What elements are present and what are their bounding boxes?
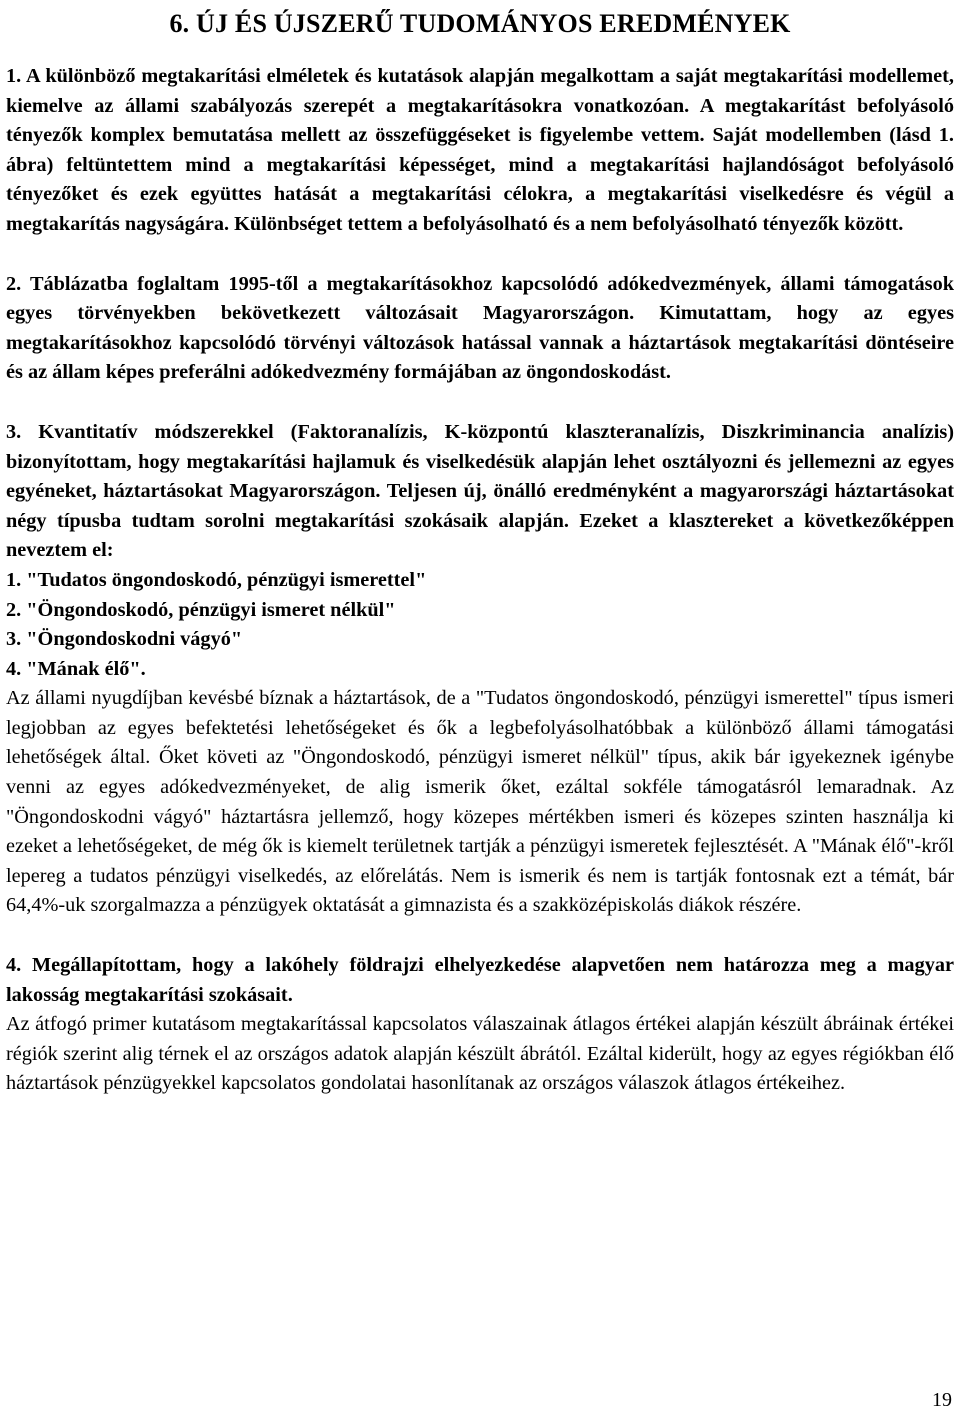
result-1-paragraph: 1. A különböző megtakarítási elméletek és kutatások alapján megalkottam a saját megtakarítási modellemet, kiemelve az állami szabályozás szerepét a megtakarításokra vonatkozóan. A megtakarítást befolyásoló tényezők komplex bemutatása mellett az összefüggéseket is figyelembe vettem. Saját modellemben (lásd 1. ábra) feltüntettem mind a megtakarítási képességet, mind a megtakarítási hajlandóságot befolyásoló tényezőket és ezek együttes hatását a megtakarítási célokra, a megtakarítási viselkedésre és végül a megtakarítás nagyságára. Különbséget tettem a befolyásolható és a nem befolyásolható tényezők között. bbox=[6, 65, 954, 235]
section-heading: 6. ÚJ ÉS ÚJSZERŰ TUDOMÁNYOS EREDMÉNYEK bbox=[169, 9, 791, 38]
cluster-list bbox=[6, 566, 954, 684]
result-4-paragraph: 4. Megállapítottam, hogy a lakóhely földrajzi elhelyezkedése alapvetően nem határozza meg a magyar lakosság megtakarítási szokásait. bbox=[6, 954, 954, 1006]
spacer bbox=[6, 240, 954, 270]
spacer bbox=[6, 921, 954, 951]
cluster-item: 4. "Mának élő". bbox=[6, 657, 146, 680]
result-3-explanation: Az állami nyugdíjban kevésbé bíznak a háztartások, de a "Tudatos öngondoskodó, pénzügyi ismerettel" típus ismeri legjobban az egyes befektetési lehetőségeket és ők a legbefolyásolhatóbbak a különböző állami támogatási lehetőségek által. Őket követi az "Öngondoskodó, pénzügyi ismeret nélkül" típus, akik bár igyekeznek igénybe venni az egyes adókedvezményeket, de alig ismerik őket, ezáltal sokféle támogatásról lemaradnak. Az "Öngondoskodni vágyó" háztartásra jellemző, hogy közepes mértékben ismeri és közepes szinten használja ki ezeket a lehetőségeket, de még ők is kiemelt területnek tartják a pénzügyi ismeretek fejlesztését. A "Mának élő"-kről lepereg a tudatos pénzügyi viselkedés, az előrelátás. Nem is ismerik és nem is tartják fontosnak ezt a témát, bár 64,4%-uk szorgalmazza a pénzügyek oktatását a gimnazista és a szakközépiskolás diákok részére. bbox=[6, 687, 954, 917]
result-3-paragraph: 3. Kvantitatív módszerekkel (Faktoranalízis, K-központú klaszteranalízis, Diszkriminancia analízis) bizonyítottam, hogy megtakarítási hajlamuk és viselkedésük alapján lehet osztályozni és jellemezni az egyes egyéneket, háztartásokat Magyarországon. Teljesen új, önálló eredményként a magyarországi háztartásokat négy típusba tudtam sorolni megtakarítási szokásaik alapján. Ezeket a klasztereket a következőképpen neveztem el: bbox=[6, 420, 954, 562]
result-2-paragraph: 2. Táblázatba foglaltam 1995-től a megtakarításokhoz kapcsolódó adókedvezmények, állami támogatások egyes törvényekben bekövetkezett változásait Magyarországon. Kimutattam, hogy az egyes megtakarításokhoz kapcsolódó törvényi változások hatással vannak a háztartások megtakarítási döntéseire és az állam képes preferálni adókedvezmény formájában az öngondoskodást. bbox=[6, 272, 954, 384]
cluster-item: 2. "Öngondoskodó, pénzügyi ismeret nélkül" bbox=[6, 598, 396, 621]
cluster-item: 3. "Öngondoskodni vágyó" bbox=[6, 628, 243, 651]
cluster-item: 1. "Tudatos öngondoskodó, pénzügyi ismerettel" bbox=[6, 568, 427, 591]
page-number: 19 bbox=[932, 1389, 952, 1411]
result-4-explanation: Az átfogó primer kutatásom megtakarítással kapcsolatos válaszainak átlagos értékei alapján készült ábráinak értékei régiók szerint alig térnek el az országos adatok alapján készült ábrától. Ezáltal kiderült, hogy az egyes régiókban élő háztartások pénzügyekkel kapcsolatos gondolatai hasonlítanak az országos válaszok átlagos értékeihez. bbox=[6, 1013, 954, 1095]
spacer bbox=[6, 388, 954, 418]
